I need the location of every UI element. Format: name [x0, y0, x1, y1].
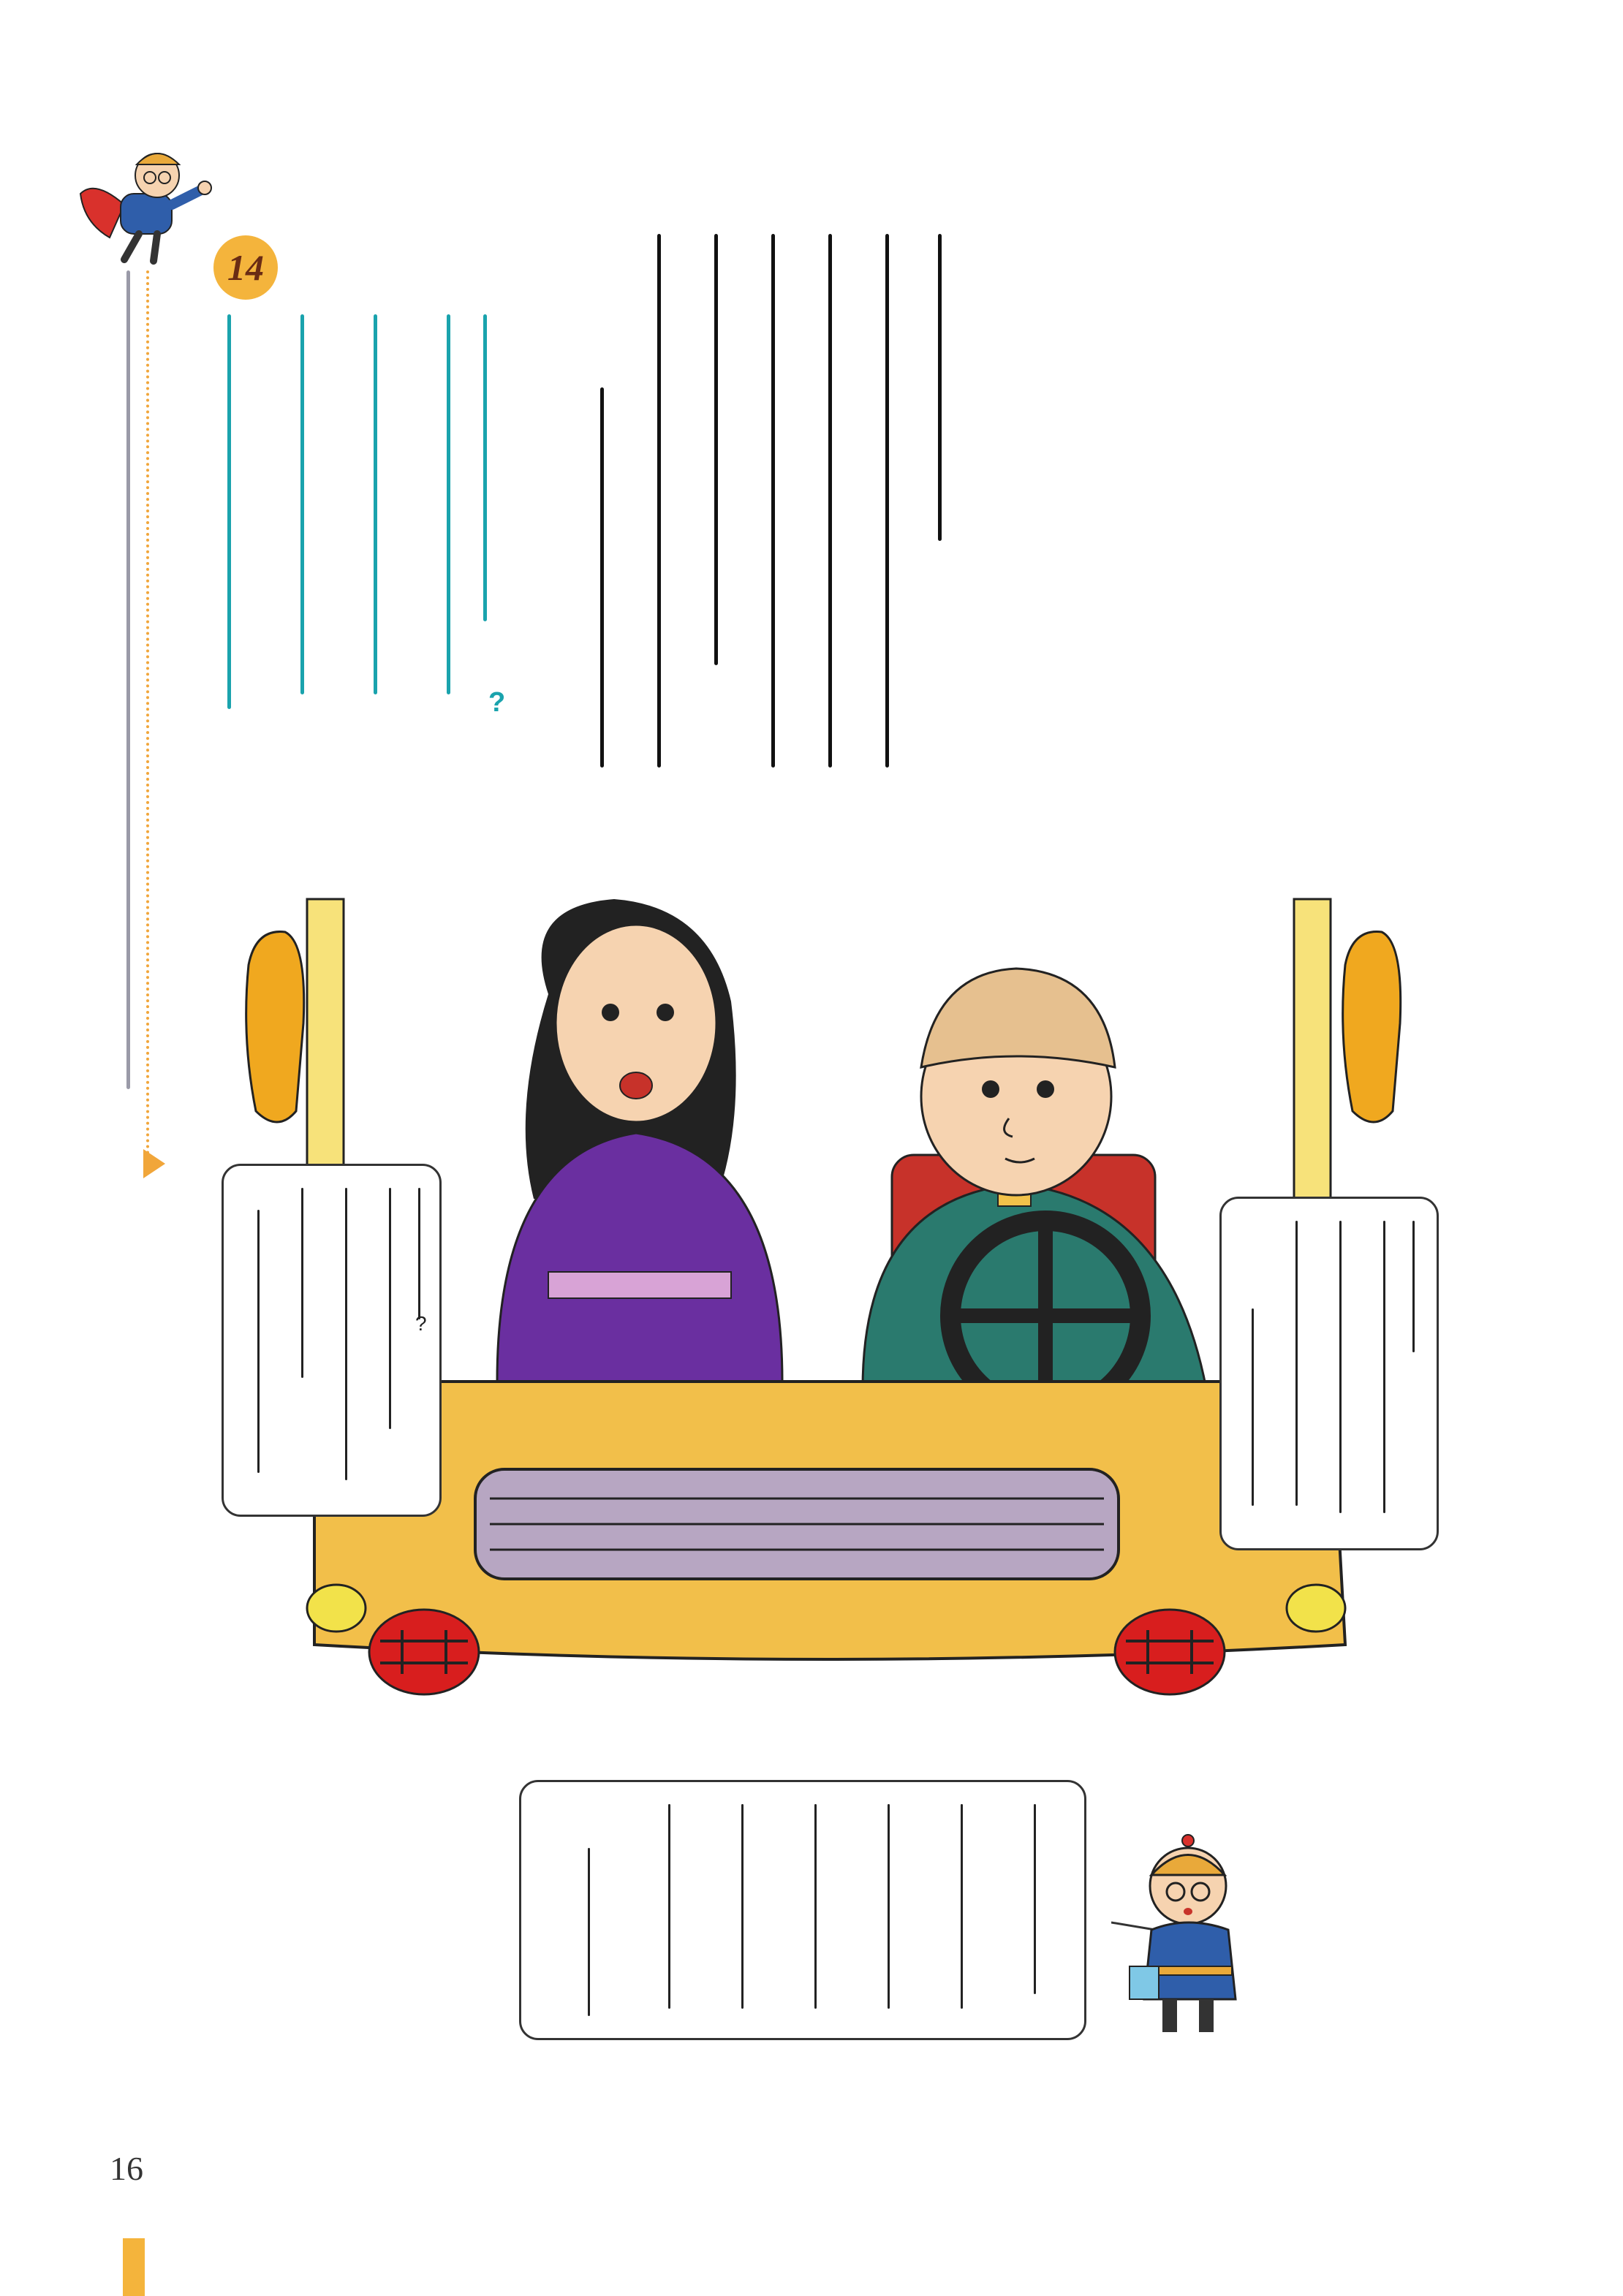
flying-boy-mascot-icon — [66, 135, 219, 267]
driver-bubble-line-5 — [1404, 1221, 1423, 1352]
mascot-bubble-line-5 — [879, 1804, 898, 2009]
body-line-6 — [877, 234, 896, 768]
body-line-1 — [592, 387, 611, 768]
header-arrow-icon — [143, 1149, 165, 1178]
page-footer-bar — [123, 2238, 145, 2296]
woman-bubble-line-5 — [410, 1188, 429, 1319]
question-line-4 — [439, 314, 458, 694]
mascot-bubble-line-7 — [1026, 1804, 1045, 1994]
woman-bubble-line-3 — [337, 1188, 356, 1480]
driver-bubble-line-2 — [1287, 1221, 1306, 1506]
question-number-badge — [213, 235, 278, 300]
mascot-bubble-line-1 — [580, 1848, 599, 2016]
body-line-3 — [706, 234, 725, 665]
standing-boy-mascot-icon — [1111, 1820, 1257, 2039]
driver-bubble-line-1 — [1244, 1308, 1263, 1506]
page-number: 16 — [110, 2150, 143, 2187]
woman-bubble-line-1 — [249, 1210, 268, 1473]
question-line-1 — [219, 314, 238, 709]
woman-speech-bubble — [222, 1164, 442, 1517]
body-line-2 — [649, 234, 668, 768]
body-line-7 — [930, 234, 949, 541]
woman-bubble-line-4 — [381, 1188, 400, 1429]
mascot-bubble-line-6 — [953, 1804, 972, 2009]
driver-bubble-line-4 — [1375, 1221, 1394, 1513]
body-line-4 — [763, 234, 782, 768]
body-line-5 — [820, 234, 839, 768]
mascot-bubble-line-2 — [660, 1804, 679, 2009]
woman-bubble-question-mark: ? — [415, 1312, 427, 1335]
question-number: 14 — [227, 247, 264, 288]
question-line-5 — [475, 314, 494, 621]
mascot-bubble-line-4 — [806, 1804, 825, 2009]
question-line-2 — [292, 314, 311, 694]
question-mark: ? — [488, 687, 506, 718]
question-text — [205, 307, 512, 716]
mascot-speech-bubble — [519, 1780, 1086, 2040]
driver-speech-bubble — [1219, 1197, 1439, 1550]
driver-bubble-line-3 — [1331, 1221, 1350, 1513]
header-text-column — [118, 270, 137, 1089]
running-header — [110, 263, 146, 1096]
question-line-3 — [366, 314, 385, 694]
body-paragraph — [585, 219, 950, 775]
woman-bubble-line-2 — [293, 1188, 312, 1378]
header-dotted-line — [146, 270, 149, 1155]
mascot-bubble-line-3 — [733, 1804, 752, 2009]
